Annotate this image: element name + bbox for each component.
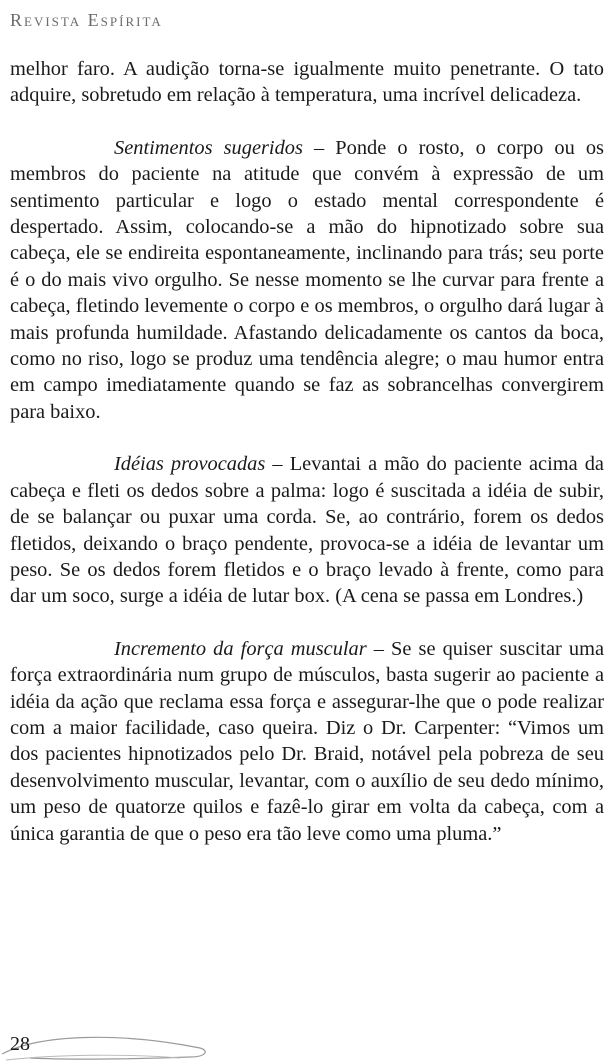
page-footer bbox=[0, 1024, 611, 1064]
section-title: Sentimentos sugeridos bbox=[114, 136, 303, 159]
paragraph-text: – Se se quiser suscitar uma força extraordinária num grupo de músculos, basta sugerir ao paciente a idéia da ação que reclama essa força e assegurar-lhe que o pode realizar com a maior facilidade, caso queira. Diz o Dr. Carpenter: “Vimos um dos pacientes hipnotizados pelo Dr. Braid, notável pela pobreza de seu desenvolvimento muscular, levantar, com o auxílio de seu dedo mínimo, um peso de quatorze quilos e fazê-lo girar em volta da cabeça, com a única garantia de que o peso era tão leve como uma pluma.” bbox=[10, 637, 604, 845]
section-title: Incremento da força muscular bbox=[114, 637, 367, 660]
paragraph-text: melhor faro. A audição torna-se igualmente muito penetrante. O tato adquire, sobretudo em relação à temperatura, uma incrível delicadeza. bbox=[10, 58, 604, 107]
running-header: Revista Espírita bbox=[10, 10, 163, 30]
page-number: 28 bbox=[10, 1033, 30, 1055]
paragraph-text: – Ponde o rosto, o corpo ou os membros do paciente na atitude que convém à expressão de um sentimento particular e logo o estado mental correspondente é despertado. Assim, colocando-se a mão do hipnotizado sobre sua cabeça, ele se endireita espontaneamente, inclinando para trás; seu porte é o do mais vivo orgulho. Se nesse momento se lhe curvar para frente a cabeça, fletindo levemente o corpo e os membros, o orgulho dará lugar à mais profunda humildade. Afastando delicadamente os cantos da boca, como no riso, logo se produz uma tendência alegre; o mau humor entra em campo imediatamente quando se faz as sobrancelhas convergirem para baixo. bbox=[10, 136, 604, 423]
paragraph-suggested-feelings bbox=[10, 135, 604, 425]
decorative-swoosh bbox=[0, 1024, 230, 1064]
paragraph-provoked-ideas bbox=[10, 451, 604, 609]
paragraph-muscular-strength bbox=[10, 636, 604, 847]
article-body bbox=[10, 56, 604, 847]
section-title: Idéias provocadas bbox=[114, 453, 266, 476]
paragraph-continuation bbox=[10, 56, 604, 109]
paragraph-text: – Levantai a mão do paciente acima da cabeça e fleti os dedos sobre a palma: logo é suscitada a idéia de subir, de se balançar ou puxar uma corda. Se, ao contrário, forem os dedos fletidos, deixando o braço pendente, provoca-se a idéia de levantar um peso. Se os dedos forem fletidos e o braço levado à frente, como para dar um soco, surge a idéia de lutar box. (A cena se passa em Londres.) bbox=[10, 453, 604, 608]
